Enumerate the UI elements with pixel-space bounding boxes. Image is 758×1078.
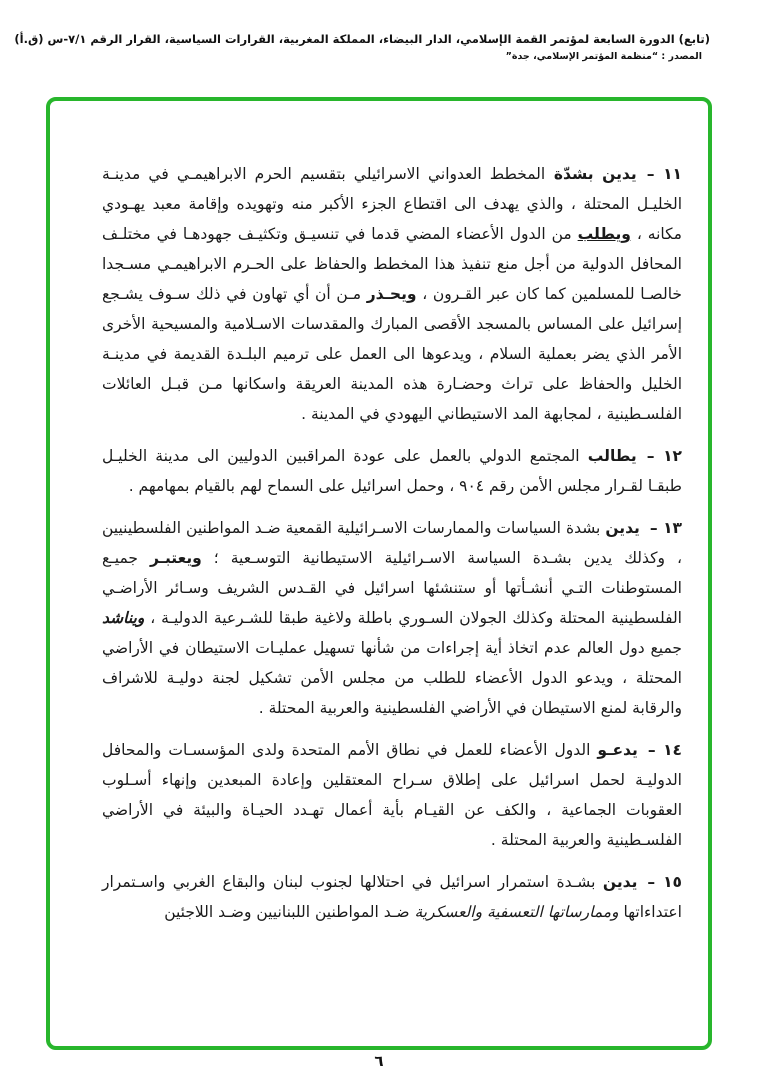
paragraph-number: ١٣ – [649,519,682,537]
paragraph-text: يدعـو [597,741,638,759]
paragraph-text: ويطلب [577,225,631,243]
paragraph-text: يدين [605,519,640,537]
resolution-paragraphs [102,159,682,927]
paragraph-text: ويعتبـر [150,549,202,567]
paragraph-text: من الدول الأعضاء المضي قدما في تنسيـق وتكثيـف جهودهـا في مختلـف المحافل الدولية من أجل منع تنفيذ هذا المخطط والحفاظ على الحـرم الابراهيمـي مسـجدا خالصـا للمسلمين كما كان عبر القـرون ، [102,225,682,303]
document-header [14,32,710,62]
paragraph-text: يدين بشدّة [545,165,637,183]
resolution-paragraph [102,513,682,723]
resolution-paragraph [102,867,682,927]
paragraph-text: بشدة السياسات والممارسات الاسـرائيلية القمعية ضـد المواطنين الفلسطينيين ، وكذلك يدين بشـدة السياسة الاسـرائيلية الاستيطانية التوسـعية ؛ [102,519,682,567]
header-source: المصدر : “منظمة المؤتمر الإسلامي، جدة” [505,51,702,62]
paragraph-text: مـن أن أي تهاون في ذلك سـوف يشـجع إسرائيل على المساس بالمسجد الأقصى المبارك والمقدسات الاسـلامية والمسيحية الأخرى الأمر الذي يضر بعملية السلام ، ويدعوها الى العمل على ترميم البلـدة القديمة في مدينـة الخليل والحفاظ على تراث وحضـارة هذه المدينة العريقة واسكانها مـن قبـل العائلات الفلسـطينية ، لمجابهة المد الاستيطاني اليهودي في المدينة . [102,285,682,423]
paragraph-number: ١١ – [646,165,682,183]
document-border [46,97,712,1050]
paragraph-text: جميع دول العالم عدم اتخاذ أية إجراءات من شأنها تسهيل عمليـات الاستيطان في الأراضي المحتلة ، ويدعو الدول الأعضاء للطلب من مجلس الأمن تشكيل لجنة دوليـة للاشراف والرقابة لمنع الاستيطان في الأراضي الفلسطينية والعربية المحتلة . [102,639,682,717]
paragraph-number: ١٥ – [647,873,682,891]
paragraph-text: يطالب [587,447,637,465]
paragraph-text: وممارساتها التعسفية والعسكرية [414,903,619,921]
paragraph-number: ١٢ – [646,447,682,465]
paragraph-text: ويناشد [102,609,145,627]
resolution-paragraph [102,735,682,855]
paragraph-text: بشـدة استمرار اسرائيل في احتلالها لجنوب لبنان والبقاع الغربي واسـتمرار اعتداءاتها [102,873,682,921]
resolution-paragraph [102,441,682,501]
paragraph-text: الدول الأعضاء للعمل في نطاق الأمم المتحدة ولدى المؤسسـات والمحافل الدوليـة لحمل اسرائيل على إطلاق سـراح المعتقلين وإعادة المبعدين وإنهاء أسـلوب العقوبات الجماعية ، والكف عن القيـام بأية أعمال تهـدد الحيـاة والبيئة في الأراضي الفلسـطينية والعربية المحتلة . [102,741,682,849]
paragraph-text: ويحـذر [366,285,417,303]
paragraph-text: المجتمع الدولي بالعمل على عودة المراقبين الدوليين الى مدينة الخليـل طبقـا لقـرار مجلس الأمن رقم ٩٠٤ ، وحمل اسرائيل على السماح لهم بالقيام بمهامهم . [102,447,682,495]
header-title: (تابع) الدورة السابعة لمؤتمر القمة الإسلامي، الدار البيضاء، المملكة المغربية، القرارات السياسية، القرار الرقم ٧/١-س (ق.أ) [14,32,710,46]
paragraph-text: يدين [602,873,638,891]
paragraph-text: جميـع المستوطنات التـي أنشـأتها أو ستنشئها اسرائيل في القـدس الشريف وسـائر الأراضـي الفلسطينية المحتلة وكذلك الجولان السـوري باطلة ولاغية طبقا للشـرعية الدوليـة ، [102,549,682,627]
paragraph-text: ضـد المواطنين اللبنانيين وضـد اللاجئين [164,903,415,921]
resolution-paragraph [102,159,682,429]
paragraph-text: المخطط العدواني الاسرائيلي بتقسيم الحرم الابراهيمـي في مدينـة الخليـل المحتلة ، والذي يهدف الى اقتطاع الجزء الأكبر منه وتهويده وإقامة معبد يهـودي مكانه ، [102,165,682,243]
paragraph-number: ١٤ – [647,741,682,759]
page-number: ٦ [374,1052,384,1070]
